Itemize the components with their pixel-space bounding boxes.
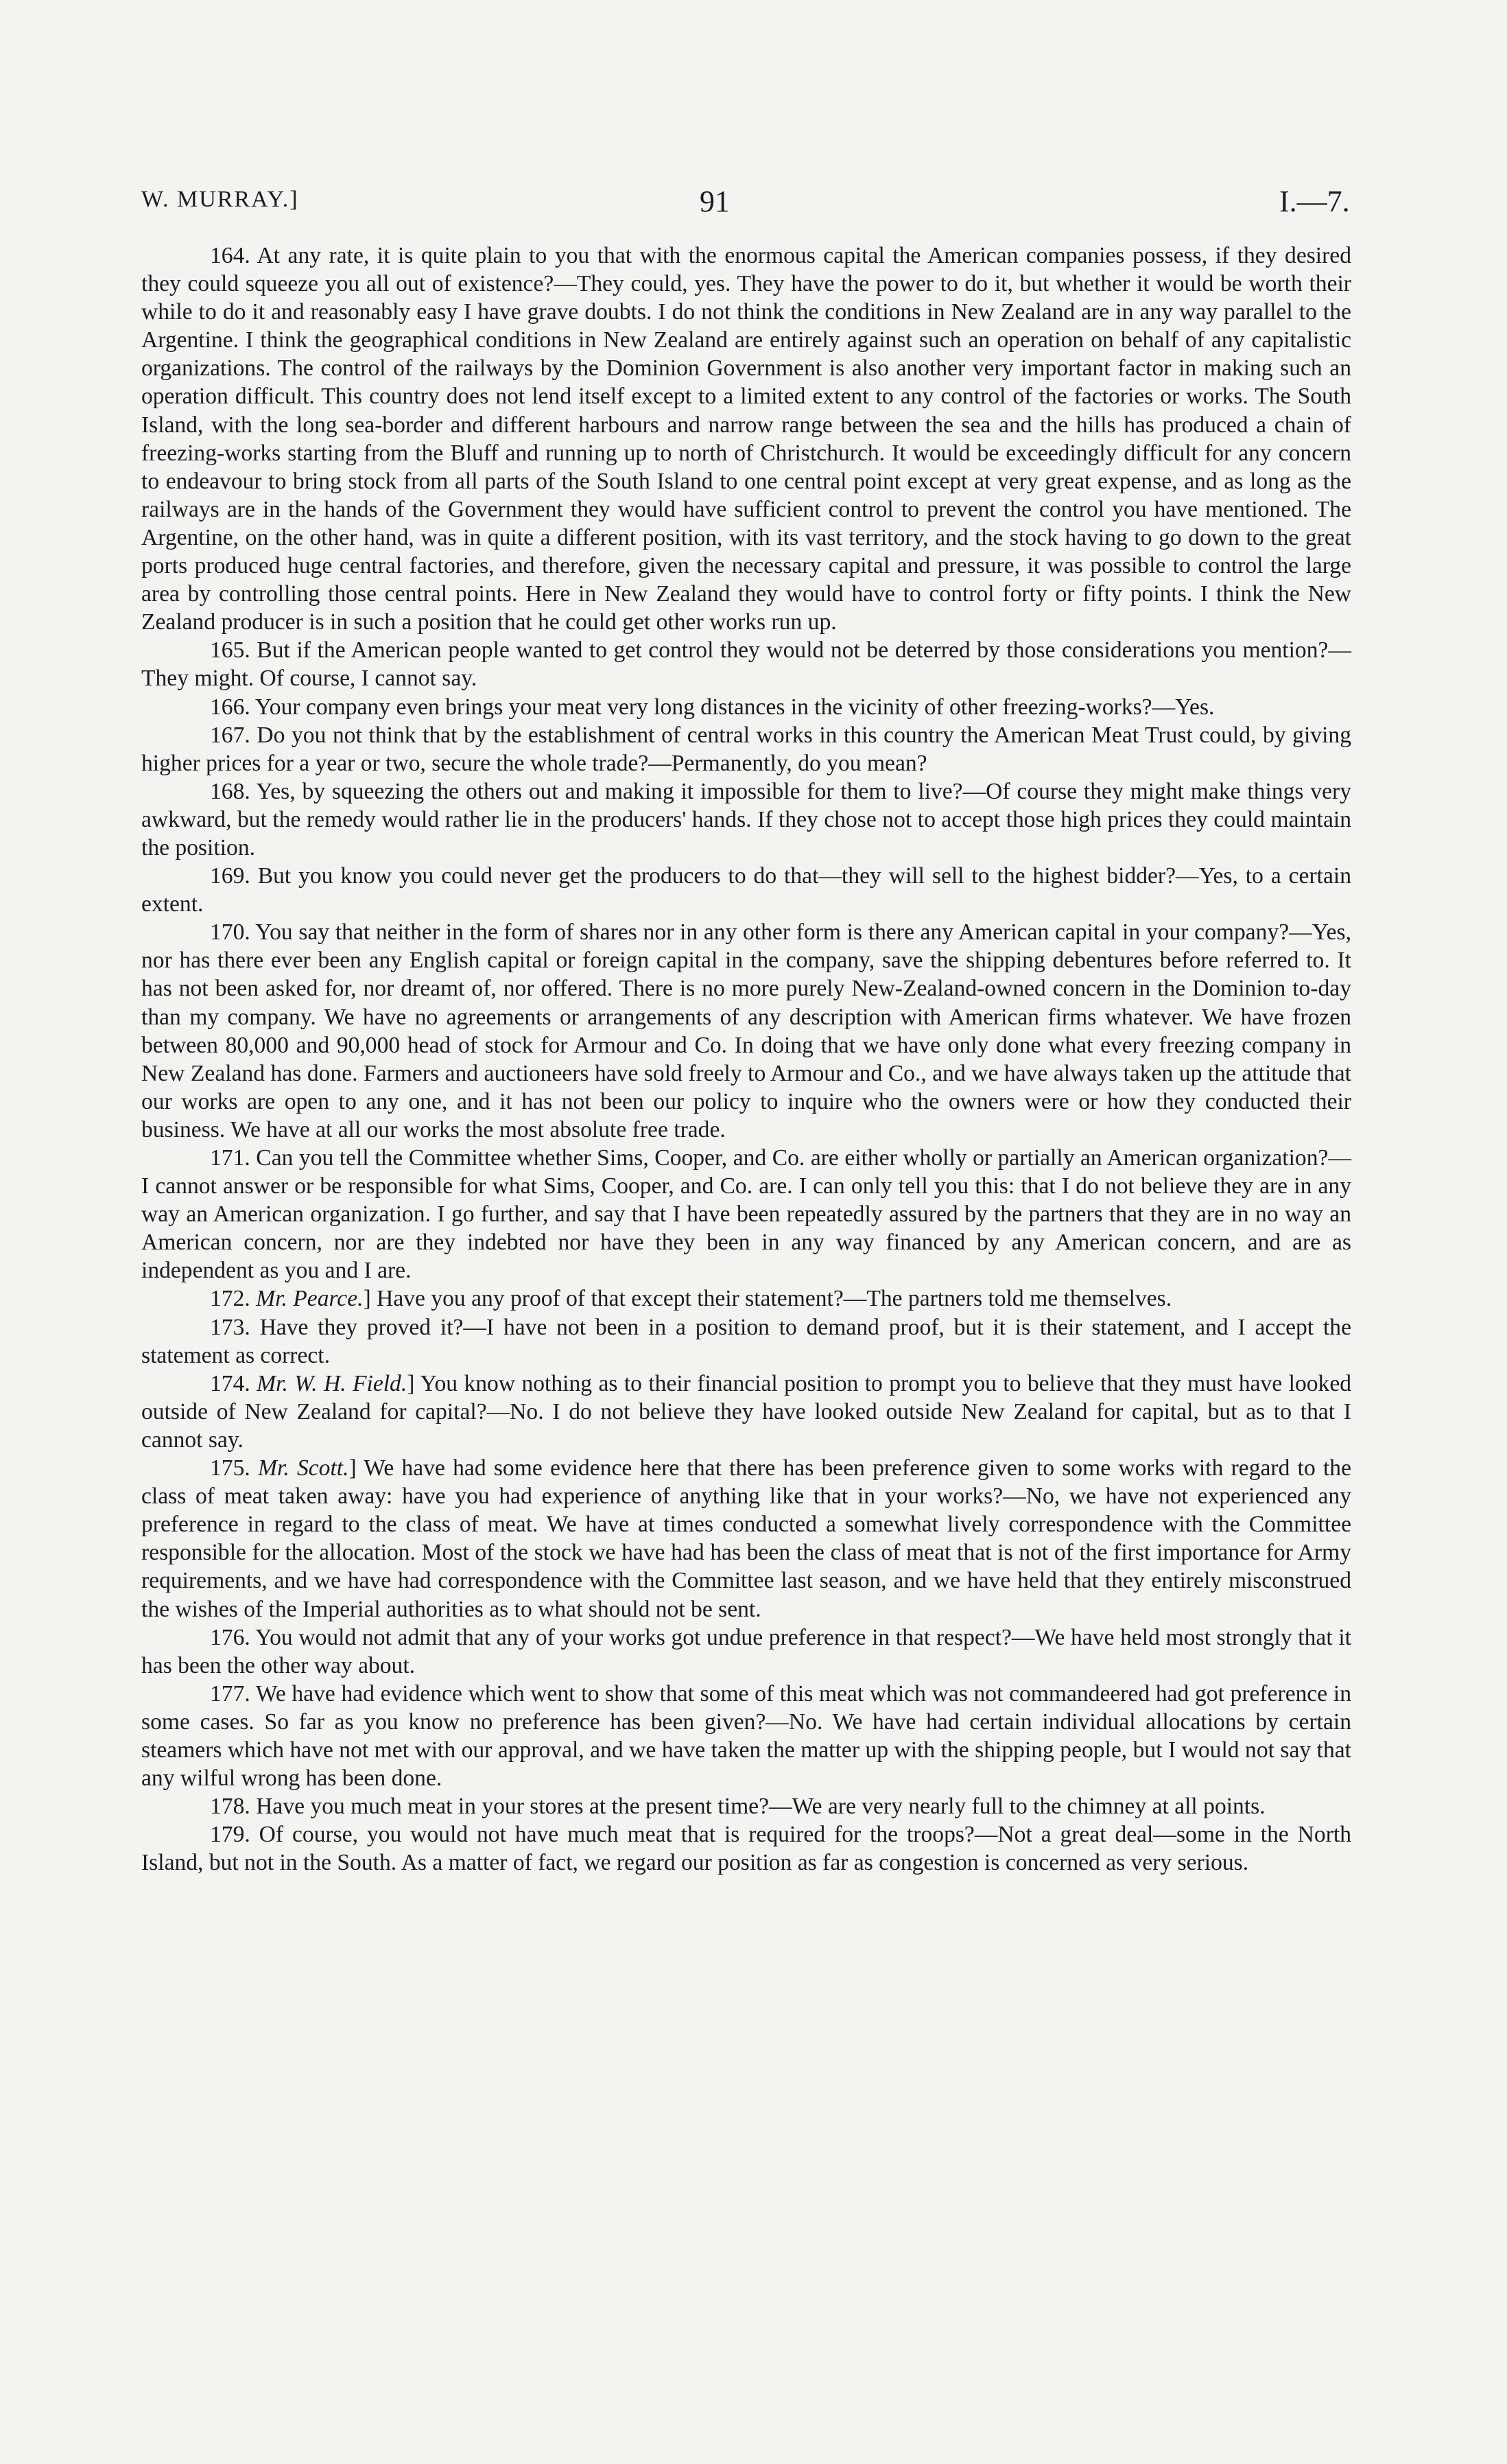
speaker-name: Mr. Scott. — [258, 1455, 349, 1481]
question-number: 166. — [210, 694, 250, 720]
question-text: You would not admit that any of your works got undue preference in that respect?—We have held most strongly that it has been the other way about. — [141, 1624, 1351, 1678]
page-header — [0, 184, 1507, 225]
question-177 — [141, 1680, 1351, 1792]
question-number: 165. — [210, 637, 250, 664]
question-text: Can you tell the Committee whether Sims, Cooper, and Co. are either wholly or partially an American organization?—I cannot answer or be responsible for what Sims, Cooper, and Co. are. I can only tell you this: that I do not believe they are in any way an American organization. I go further, and say that I have been repeatedly assured by the partners that they are in no way an American concern, nor are they indebted nor have they been in any way financed by any American concern, and are as independent as you and I are. — [141, 1145, 1351, 1284]
question-text: At any rate, it is quite plain to you that with the enormous capital the American companies possess, if they desired they could squeeze you all out of existence?—They could, yes. They have the power to do it, but whether it would be worth their while to do it and reasonably easy I have grave doubts. I do not think the conditions in New Zealand are in any way parallel to the Argentine. I think the geographical conditions in New Zealand are entirely against such an operation on behalf of any capitalistic organizations. The control of the railways by the Dominion Government is also another very important factor in making such an operation difficult. This country does not lend itself except to a limited extent to any control of the factories or works. The South Island, with the long sea-border and different harbours and narrow range between the sea and the hills has produced a chain of freezing-works starting from the Bluff and running up to north of Christchurch. It would be exceedingly difficult for any concern to endeavour to bring stock from all parts of the South Island to one central point except at very great expense, and as long as the railways are in the hands of the Government they would have sufficient control to prevent the control you have mentioned. The Argentine, on the other hand, was in quite a different position, with its vast territory, and the stock having to go down to the great ports produced huge central factories, and therefore, given the necessary capital and pressure, it was possible to control the large area by controlling those central points. Here in New Zealand they would have to control forty or fifty points. I think the New Zealand producer is in such a position that he could get other works run up. — [141, 243, 1351, 635]
question-number: 173. — [210, 1314, 250, 1340]
question-text: But if the American people wanted to get control they would not be deterred by those considerations you mention?—They might. Of course, I cannot say. — [141, 637, 1351, 692]
question-number: 178. — [210, 1794, 250, 1820]
speaker-name: Mr. Pearce. — [256, 1286, 364, 1312]
question-175 — [141, 1454, 1351, 1623]
question-text: Yes, by squeezing the others out and making it impossible for them to live?—Of course they might make things very awkward, but the remedy would rather lie in the producers' hands. If they chose not to accept those high prices they could maintain the position. — [141, 778, 1351, 860]
question-164 — [141, 242, 1351, 636]
question-176 — [141, 1623, 1351, 1680]
question-number: 175. — [210, 1455, 250, 1481]
evidence-body — [141, 242, 1351, 1877]
question-166 — [141, 693, 1351, 721]
question-171 — [141, 1144, 1351, 1284]
question-173 — [141, 1313, 1351, 1370]
speaker-bracket: ] — [348, 1455, 357, 1481]
question-174 — [141, 1370, 1351, 1454]
question-text: We have had evidence which went to show that some of this meat which was not commandeered had got preference in some cases. So far as you know no preference has been given?—No. We have had certain individual allocations by certain steamers which have not met with our approval, and we have taken the matter up with the shipping people, but I would not say that any wilful wrong has been done. — [141, 1680, 1351, 1792]
question-text: Have they proved it?—I have not been in a position to demand proof, but it is their statement, and I accept the statement as correct. — [141, 1314, 1351, 1368]
question-179 — [141, 1820, 1351, 1877]
question-text: But you know you could never get the producers to do that—they will sell to the highest bidder?—Yes, to a certain extent. — [141, 863, 1351, 917]
question-165 — [141, 636, 1351, 692]
speaker-name: Mr. W. H. Field. — [257, 1370, 407, 1396]
question-text: Have you any proof of that except their statement?—The partners told me themselves. — [377, 1286, 1172, 1312]
speaker-bracket: ] — [363, 1286, 371, 1312]
document-reference: I.—7. — [1279, 185, 1350, 218]
question-text: Your company even brings your meat very long distances in the vicinity of other freezing-works?—Yes. — [254, 694, 1215, 720]
question-number: 172. — [210, 1286, 250, 1312]
question-168 — [141, 777, 1351, 862]
question-number: 179. — [210, 1822, 250, 1848]
question-178 — [141, 1792, 1351, 1820]
question-text: You know nothing as to their financial position to prompt you to believe that they must have looked outside of New Zealand for capital?—No. I do not believe they have looked outside New Zealand for capital, but as to that I cannot say. — [141, 1370, 1352, 1453]
question-number: 176. — [210, 1624, 250, 1650]
witness-name: W. MURRAY.] — [141, 187, 299, 212]
speaker-bracket: ] — [407, 1370, 415, 1396]
question-text: Of course, you would not have much meat that is required for the troops?—Not a great deal—some in the North Island, but not in the South. As a matter of fact, we regard our position as far as congestion is concerned as very serious. — [141, 1822, 1351, 1876]
question-number: 177. — [210, 1680, 250, 1706]
question-number: 169. — [210, 863, 250, 889]
question-167 — [141, 721, 1351, 777]
question-text: You say that neither in the form of shares nor in any other form is there any American capital in your company?—Yes, nor has there ever been any English capital or foreign capital in the company, save the shipping debentures before referred to. It has not been asked for, nor dreamt of, nor offered. There is no more purely New-Zealand-owned concern in the Dominion to-day than my company. We have no agreements or arrangements of any description with American firms whatever. We have frozen between 80,000 and 90,000 head of stock for Armour and Co. In doing that we have only done what every freezing company in New Zealand has done. Farmers and auctioneers have sold freely to Armour and Co., and we have always taken up the attitude that our works are open to any one, and it has not been our policy to inquire who the owners were or how they conducted their business. We have at all our works the most absolute free trade. — [141, 919, 1351, 1142]
question-number: 170. — [210, 919, 250, 946]
question-169 — [141, 862, 1351, 918]
question-number: 174. — [210, 1370, 250, 1396]
question-number: 168. — [210, 778, 250, 804]
question-number: 167. — [210, 722, 250, 748]
question-170 — [141, 918, 1351, 1144]
question-number: 164. — [210, 243, 250, 268]
question-text: Have you much meat in your stores at the present time?—We are very nearly full to the chimney at all points. — [256, 1794, 1266, 1820]
question-number: 171. — [210, 1145, 250, 1171]
question-text: We have had some evidence here that there has been preference given to some works with regard to the class of meat taken away: have you had experience of anything like that in your works?—No, we have not experienced any preference in regard to the class of meat. We have at times conducted a somewhat lively correspondence with the Committee responsible for the allocation. Most of the stock we have had has been the class of meat that is not of the first importance for Army requirements, and we have had correspondence with the Committee last season, and we have held that they entirely misconstrued the wishes of the Imperial authorities as to what should not be sent. — [141, 1455, 1351, 1622]
question-172 — [141, 1284, 1351, 1313]
question-text: Do you not think that by the establishment of central works in this country the American Meat Trust could, by giving higher prices for a year or two, secure the whole trade?—Permanently, do you mean? — [141, 722, 1351, 776]
page-number: 91 — [700, 185, 730, 218]
